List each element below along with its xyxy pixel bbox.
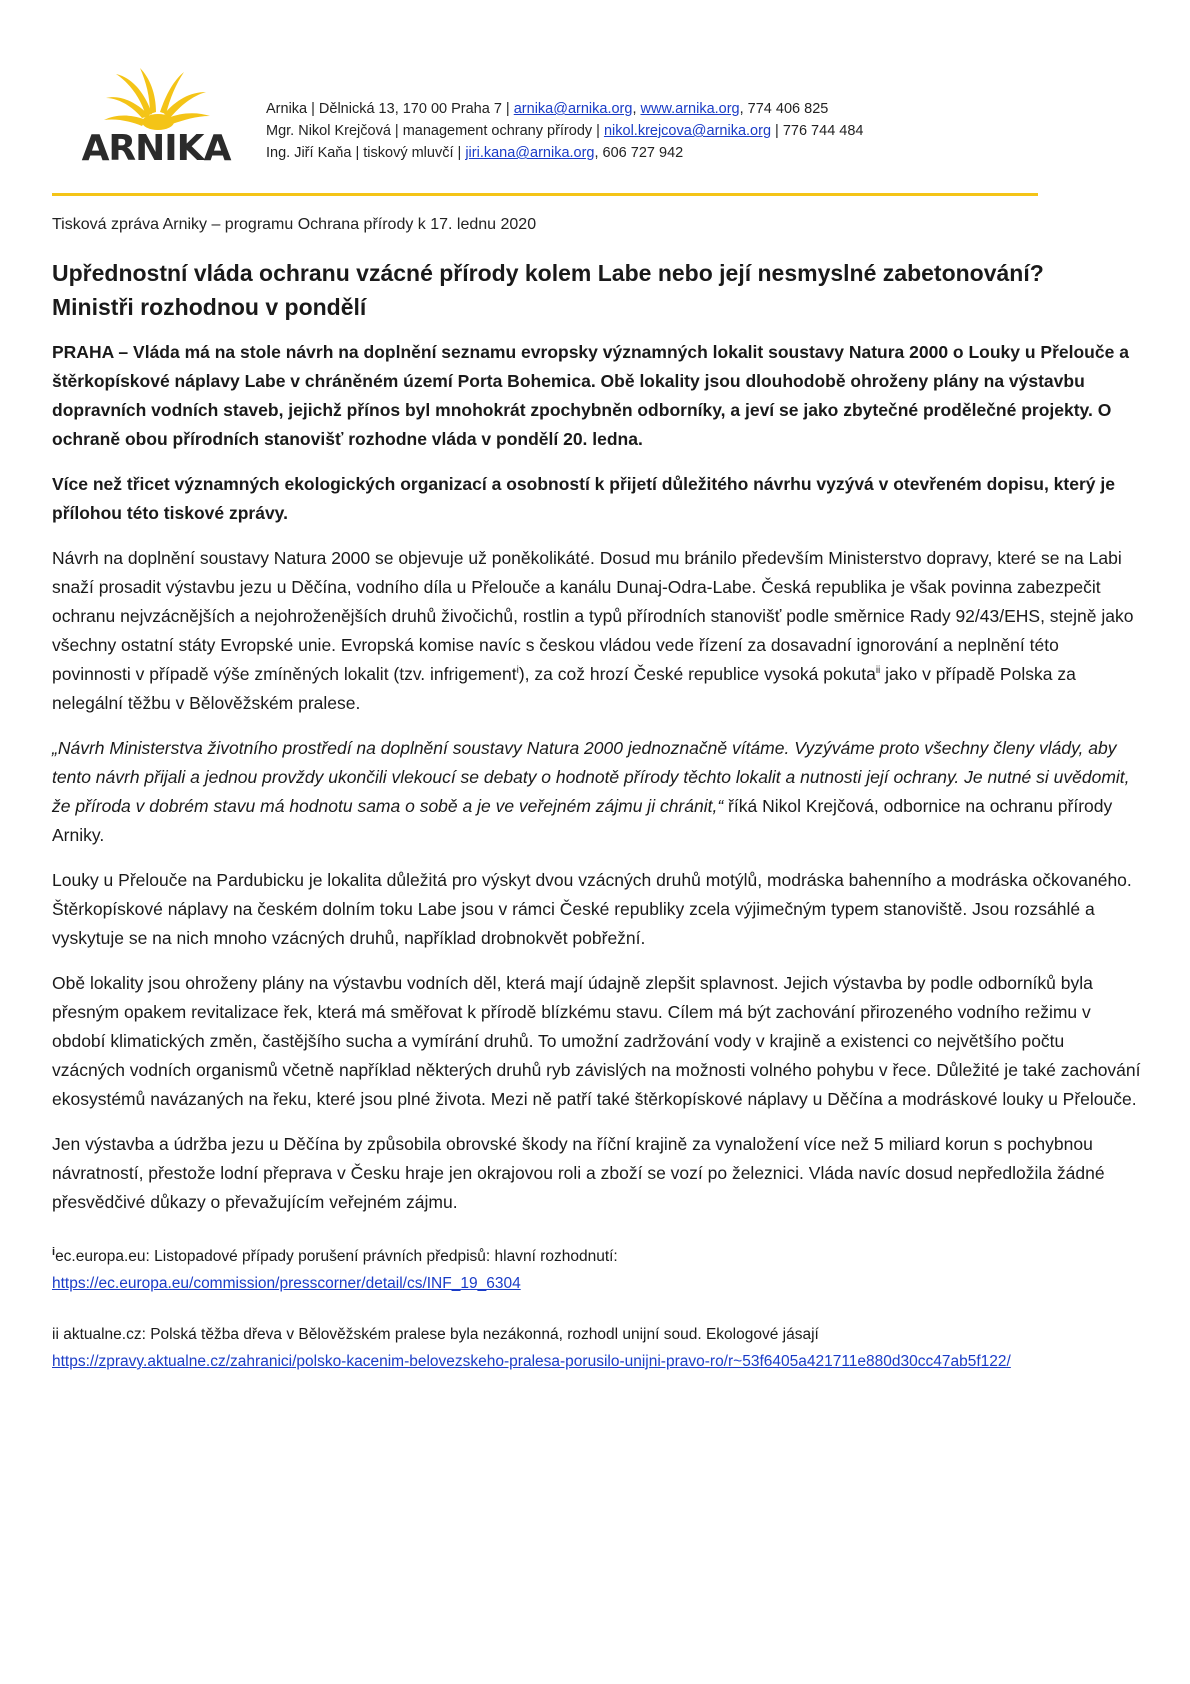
- contact-line-kana: [266, 142, 863, 164]
- contact-phone: , 774 406 825: [739, 101, 829, 117]
- paragraph-natura: [52, 544, 1142, 718]
- press-release-subtitle: Tisková zpráva Arniky – programu Ochrana přírody k 17. lednu 2020: [52, 216, 537, 233]
- quote-text: „Návrh Ministerstva životního prostředí na doplnění soustavy Natura 2000 jednoznačně vítáme. Vyzýváme proto všechny členy vlády, aby tento návrh přijali a jednou provždy ukončili vlekoucí se debaty o hodnotě přírody těchto lokalit a nutnosti její ochrany. Je nutné si uvědomit, že příroda v dobrém stavu má hodnotu sama o sobě a je ve veřejném zájmu ji chránit,“: [52, 738, 1130, 816]
- footnote-text: ec.europa.eu: Listopadové případy porušení právních předpisů: hlavní rozhodnutí:: [55, 1248, 618, 1265]
- kana-email-link[interactable]: jiri.kana@arnika.org: [465, 145, 595, 161]
- quote-attribution: říká Nikol Krejčová, odbornice na ochranu přírody Arniky.: [52, 796, 1113, 845]
- footnote-mark: ii: [52, 1326, 59, 1343]
- footnote-ref-i[interactable]: i: [516, 665, 519, 677]
- press-release-body: [52, 214, 1142, 1399]
- contact-text: Ing. Jiří Kaňa | tiskový mluvčí |: [266, 145, 466, 161]
- footnote-text: aktualne.cz: Polská těžba dřeva v Bělověžském pralese byla nezákonná, rozhodl unijní soud. Ekologové jásají: [58, 1326, 819, 1343]
- krejcova-email-link[interactable]: nikol.krejcova@arnika.org: [603, 123, 772, 139]
- lead-paragraph-2: Více než třicet významných ekologických organizací a osobností k přijetí důležitého návrhu vyzývá v otevřeném dopisu, který je přílohou této tiskové zprávy.: [52, 474, 1115, 523]
- arnika-email-link[interactable]: arnika@arnika.org: [513, 101, 633, 117]
- contact-phone: | 776 744 484: [771, 123, 864, 139]
- logo-wordmark: ARNIKA: [81, 128, 231, 164]
- paragraph-decin: Jen výstavba a údržba jezu u Děčína by způsobila obrovské škody na říční krajině za vynaložení více než 5 miliard korun s pochybnou návratností, přestože lodní přeprava v Česku hraje jen okrajovou roli a zboží se vozí po železnici. Vláda navíc dosud nepředložila žádné přesvědčivé důkazy o převažujícím veřejném zájmu.: [52, 1134, 1105, 1212]
- contact-text: Mgr. Nikol Krejčová | management ochrany přírody |: [266, 123, 604, 139]
- paragraph-text: jako v případě Polska za nelegální těžbu v Bělověžském pralese.: [52, 664, 1076, 713]
- contact-separator: ,: [632, 101, 641, 117]
- footnote-link[interactable]: https://ec.europa.eu/commission/presscorner/detail/cs/INF_19_6304: [52, 1275, 521, 1292]
- title-line-2: Ministři rozhodnou v pondělí: [52, 294, 367, 320]
- lead-paragraph-1: PRAHA – Vláda má na stole návrh na doplnění seznamu evropsky významných lokalit soustavy Natura 2000 o Louky u Přelouče a štěrkopískové náplavy Labe v chráněném území Porta Bohemica. Obě lokality jsou dlouhodobě ohroženy plány na výstavbu dopravních vodních staveb, jejichž přínos byl mnohokrát zpochybněn odborníky, a jeví se jako zbytečné prodělečné projekty. O ochraně obou přírodních stanovišť rozhodne vláda v pondělí 20. ledna.: [52, 342, 1129, 449]
- contact-phone: , 606 727 942: [594, 145, 684, 161]
- header-divider: [52, 193, 1038, 196]
- title-line-1: Upřednostní vláda ochranu vzácné přírody kolem Labe nebo její nesmyslné zabetonování?: [52, 260, 1044, 286]
- paragraph-threats: Obě lokality jsou ohroženy plány na výstavbu vodních děl, která mají údajně zlepšit splavnost. Jejich výstavba by podle odborníků byla přesným opakem revitalizace řek, která má směřovat k přírodě blízkému stavu. Cílem má být zachování přirozeného vodního režimu v období klimatických změn, častějšího sucha a vymírání druhů. To umožní zadržování vody v krajině a existenci co největšího počtu vzácných vodních organismů včetně například některých druhů ryb závislých na možnosti volného pohybu v řece. Důležité je také zachování ekosystémů navázaných na řeku, které jsou plné života. Mezi ně patří také štěrkopískové náplavy u Děčína a modráskové louky u Přelouče.: [52, 973, 1141, 1109]
- paragraph-text: Návrh na doplnění soustavy Natura 2000 se objevuje už poněkolikáté. Dosud mu bránilo především Ministerstvo dopravy, které se na Labi snaží prosadit výstavbu jezu u Děčína, vodního díla u Přelouče a kanálu Dunaj-Odra-Labe. Česká republika je však povinna zabezpečit ochranu nejvzácnějších a nejohroženějších druhů živočichů, rostlin a typů přírodních stanovišť podle směrnice Rady 92/43/EHS, stejně jako všechny ostatní státy Evropské unie. Evropská komise navíc s českou vládou vede řízení za dosavadní ignorování a neplnění této povinnosti v případě výše zmíněných lokalit (tzv. infrigement: [52, 548, 1134, 684]
- arnika-web-link[interactable]: www.arnika.org: [640, 101, 740, 117]
- press-release-title: [52, 256, 1132, 324]
- arnika-logo: [76, 64, 236, 164]
- arnika-flower-icon: [76, 64, 236, 164]
- contact-text: Arnika | Dělnická 13, 170 00 Praha 7 |: [266, 101, 514, 117]
- footnote-link[interactable]: https://zpravy.aktualne.cz/zahranici/polsko-kacenim-belovezskeho-pralesa-porusilo-unijni-pravo-ro/r~53f6405a421711e880d30cc47ab5f122/: [52, 1353, 1011, 1370]
- paragraph-text: ), za což hrozí České republice vysoká pokuta: [518, 664, 876, 684]
- footnote-1: [52, 1243, 1142, 1297]
- contact-line-arnika: [266, 98, 863, 120]
- paragraph-quote: [52, 734, 1142, 850]
- contact-block: [266, 98, 863, 164]
- footnote-2: [52, 1321, 1062, 1375]
- footnote-ref-ii[interactable]: ii: [875, 665, 881, 677]
- paragraph-localities: Louky u Přelouče na Pardubicku je lokalita důležitá pro výskyt dvou vzácných druhů motýlů, modráska bahenního a modráska očkovaného. Štěrkopískové náplavy na českém dolním toku Labe jsou v rámci České republiky zcela výjimečným typem stanoviště. Jsou rozsáhlé a vyskytuje se na nich mnoho vzácných druhů, například drobnokvět pobřežní.: [52, 870, 1132, 948]
- footnote-mark: i: [52, 1245, 56, 1258]
- contact-line-krejcova: [266, 120, 863, 142]
